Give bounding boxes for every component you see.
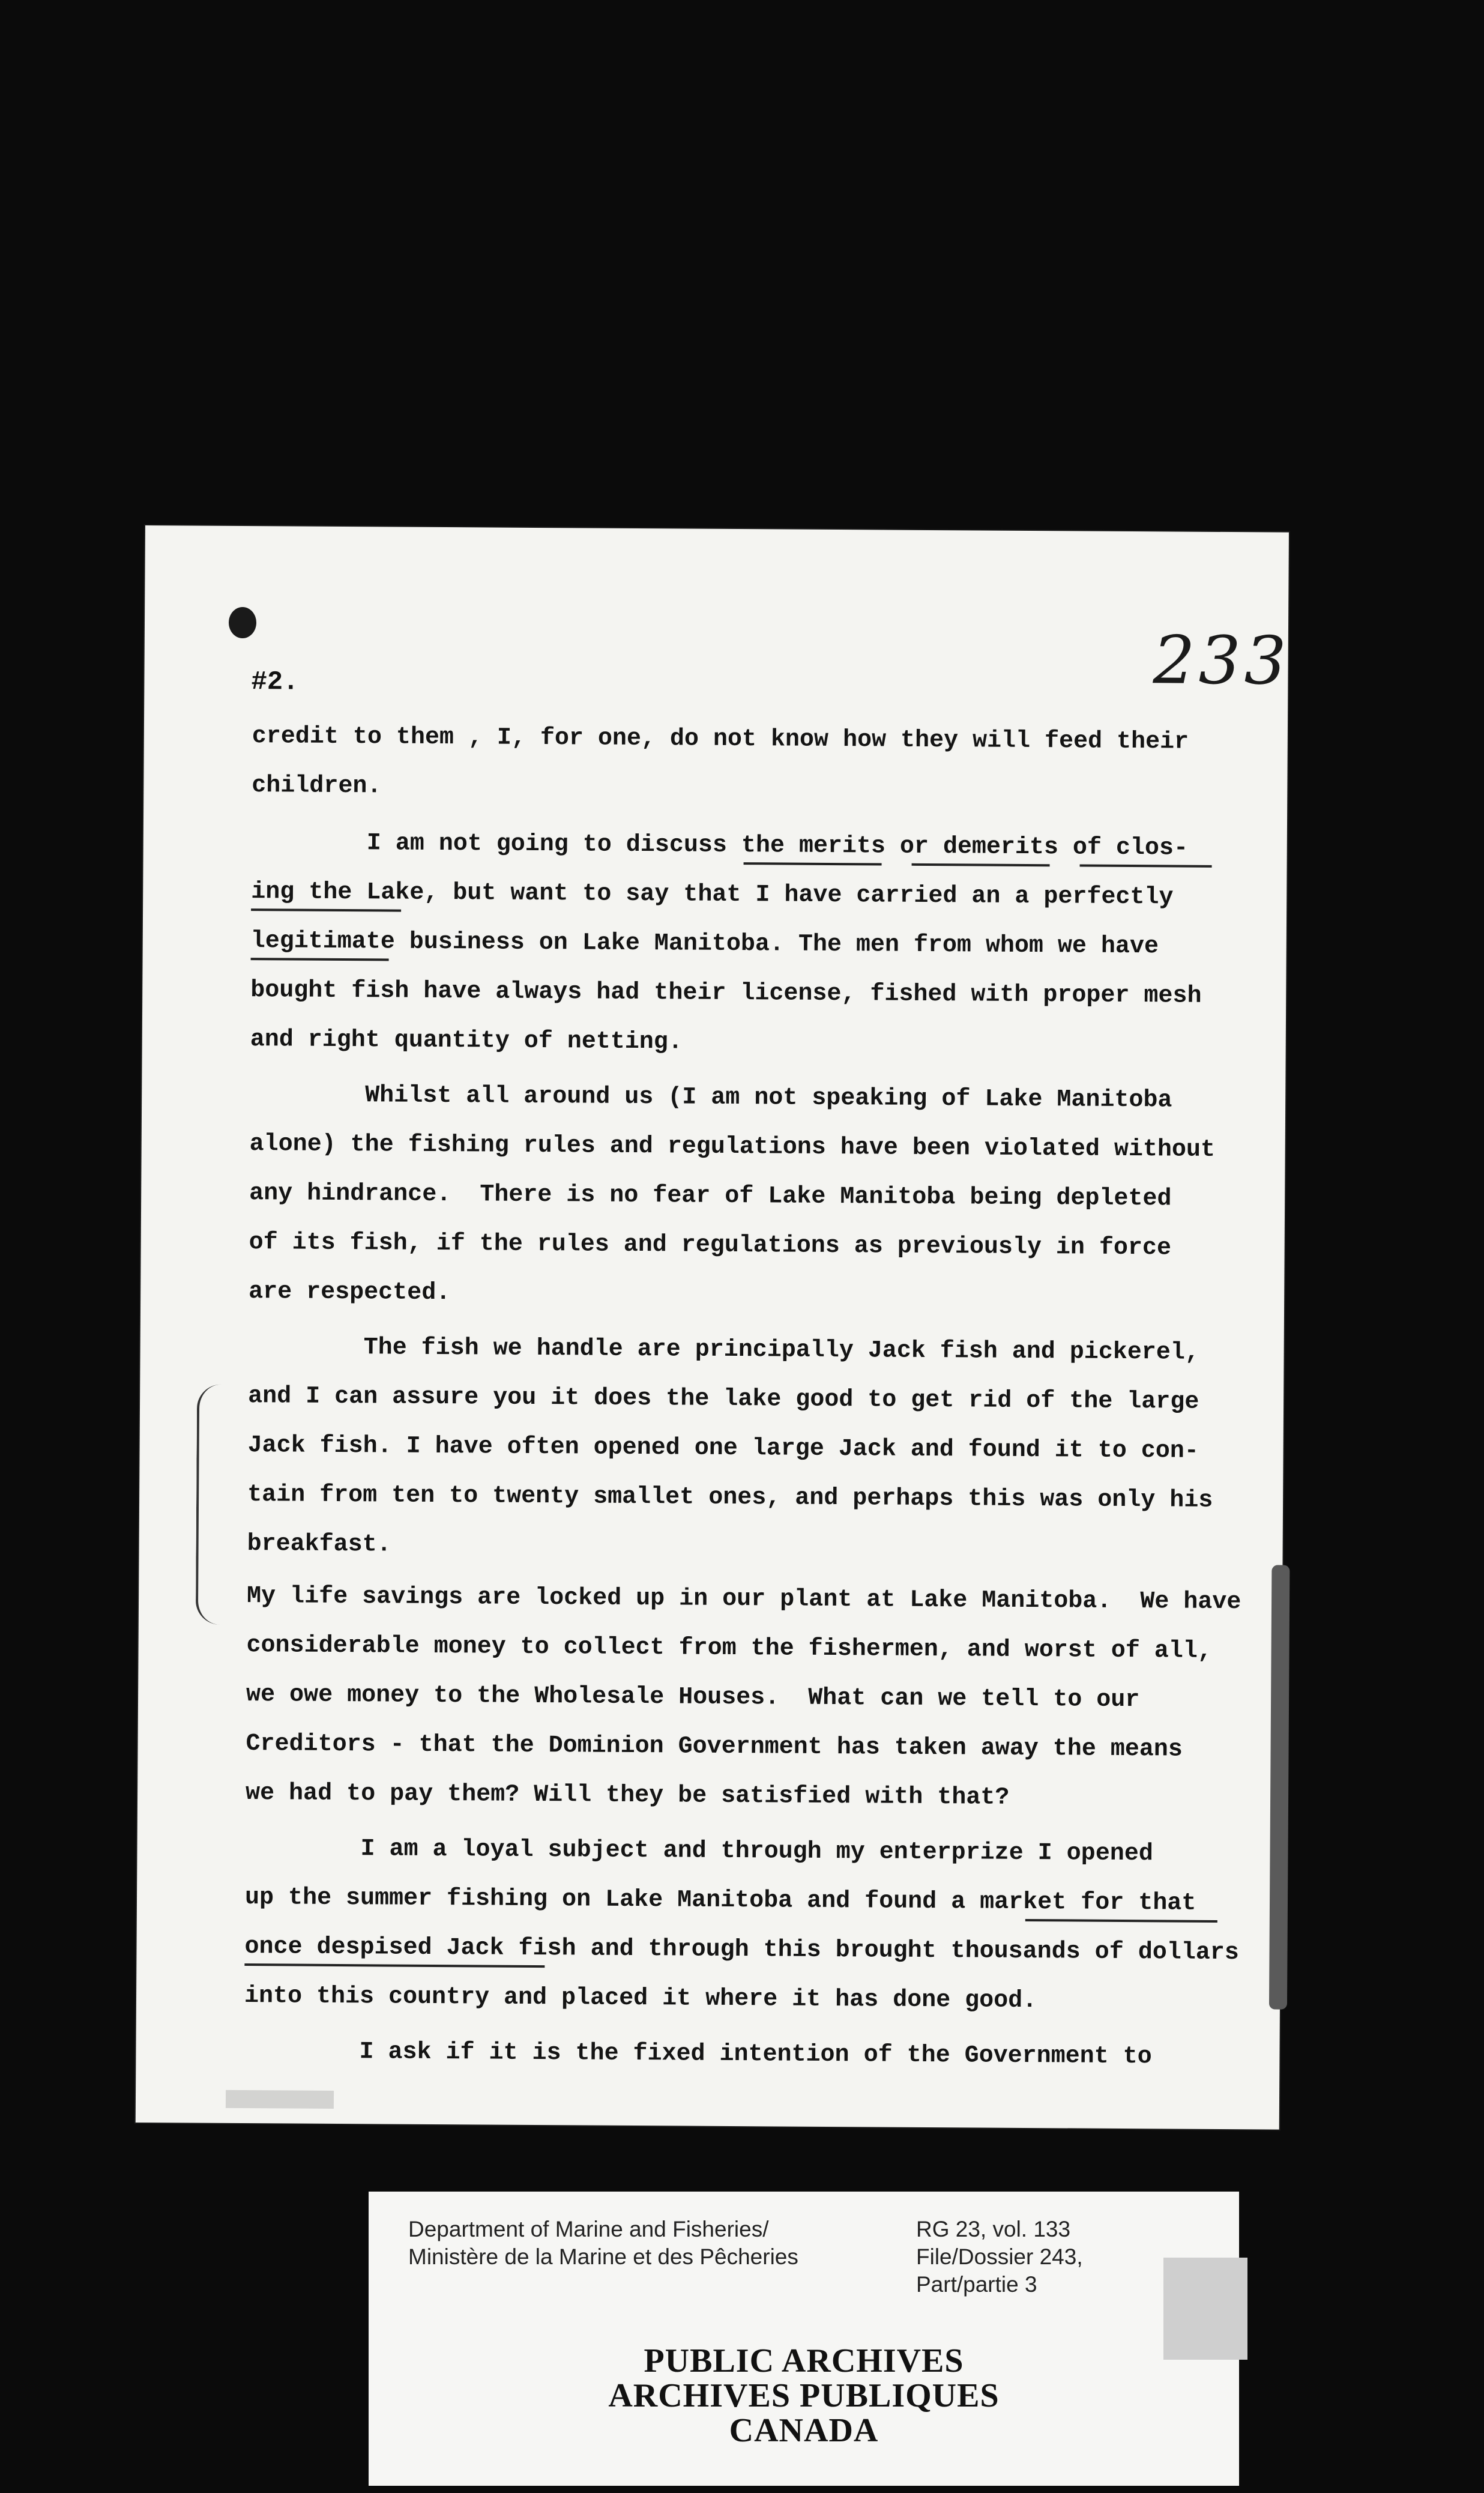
text-line: alone) the fishing rules and regulations have been violated without [249, 1131, 1216, 1164]
underline-mark [1025, 1919, 1217, 1923]
text-line: into this country and placed it where it has done good. [244, 1983, 1037, 2015]
part-reference: Part/partie 3 [916, 2272, 1037, 2297]
text-line: of its fish, if the rules and regulations as previously in force [249, 1229, 1172, 1262]
text-line: are respected. [249, 1278, 451, 1307]
archive-label [369, 2192, 1239, 2486]
text-line: up the summer fishing on Lake Manitoba and found a market for that [244, 1884, 1196, 1917]
underline-mark [1080, 865, 1212, 868]
handwritten-page-number: 233 [1153, 621, 1291, 700]
underline-mark [244, 1963, 544, 1968]
text-line: any hindrance. There is no fear of Lake Manitoba being depleted [249, 1180, 1172, 1213]
text-line: legitimate business on Lake Manitoba. The men from whom we have [250, 928, 1159, 961]
text-line: bought fish have always had their license, fished with proper mesh [250, 977, 1202, 1010]
record-group-reference: RG 23, vol. 133 [916, 2217, 1071, 2241]
text-line: I am a loyal subject and through my enterprize I opened [245, 1835, 1153, 1868]
text-line: breakfast. [247, 1531, 391, 1559]
page-edge-shadow [1269, 1565, 1290, 2009]
archives-title-english: PUBLIC ARCHIVES [644, 2342, 964, 2380]
underline-mark [251, 958, 389, 961]
text-line: I am not going to discuss the merits or demerits of clos- [251, 829, 1189, 862]
text-line: Creditors - that the Dominion Government has taken away the means [246, 1730, 1183, 1763]
margin-bracket-mark [196, 1385, 223, 1625]
text-line: The fish we handle are principally Jack fish and pickerel, [248, 1334, 1200, 1367]
text-line: Whilst all around us (I am not speaking of Lake Manitoba [250, 1081, 1172, 1114]
cut-off-text [226, 2090, 334, 2109]
text-line: children. [252, 772, 382, 800]
text-line: once despised Jack fish and through this brought thousands of dollars [244, 1933, 1239, 1967]
text-line: Jack fish. I have often opened one large Jack and found it to con- [247, 1432, 1199, 1465]
text-line: ing the Lake, but want to say that I have carried an a perfectly [251, 878, 1174, 911]
underline-mark [912, 863, 1050, 866]
text-line: and I can assure you it does the lake good to get rid of the large [248, 1383, 1199, 1416]
archives-country: CANADA [729, 2412, 879, 2449]
text-line: we had to pay them? Will they be satisfied with that? [245, 1780, 1010, 1812]
text-line: My life savings are locked up in our plant at Lake Manitoba. We have [246, 1583, 1241, 1616]
text-line: tain from ten to twenty smallet ones, and perhaps this was only his [247, 1481, 1213, 1514]
typed-letter-page [136, 525, 1289, 2130]
text-line: we owe money to the Wholesale Houses. What can we tell to our [246, 1681, 1140, 1714]
text-line: considerable money to collect from the fishermen, and worst of all, [246, 1632, 1212, 1665]
page-mark: #2. [251, 667, 299, 698]
text-line: credit to them , I, for one, do not know how they will feed their [252, 723, 1189, 756]
file-reference: File/Dossier 243, [916, 2244, 1083, 2269]
text-line: I ask if it is the fixed intention of the Government to [244, 2038, 1152, 2071]
punch-hole [229, 607, 256, 638]
text-line: and right quantity of netting. [250, 1026, 683, 1056]
underline-mark [251, 908, 401, 912]
department-english: Department of Marine and Fisheries/ [408, 2217, 769, 2241]
underline-mark [744, 862, 882, 865]
archives-title-french: ARCHIVES PUBLIQUES [608, 2377, 1000, 2414]
department-french: Ministère de la Marine et des Pêcheries [408, 2244, 798, 2269]
